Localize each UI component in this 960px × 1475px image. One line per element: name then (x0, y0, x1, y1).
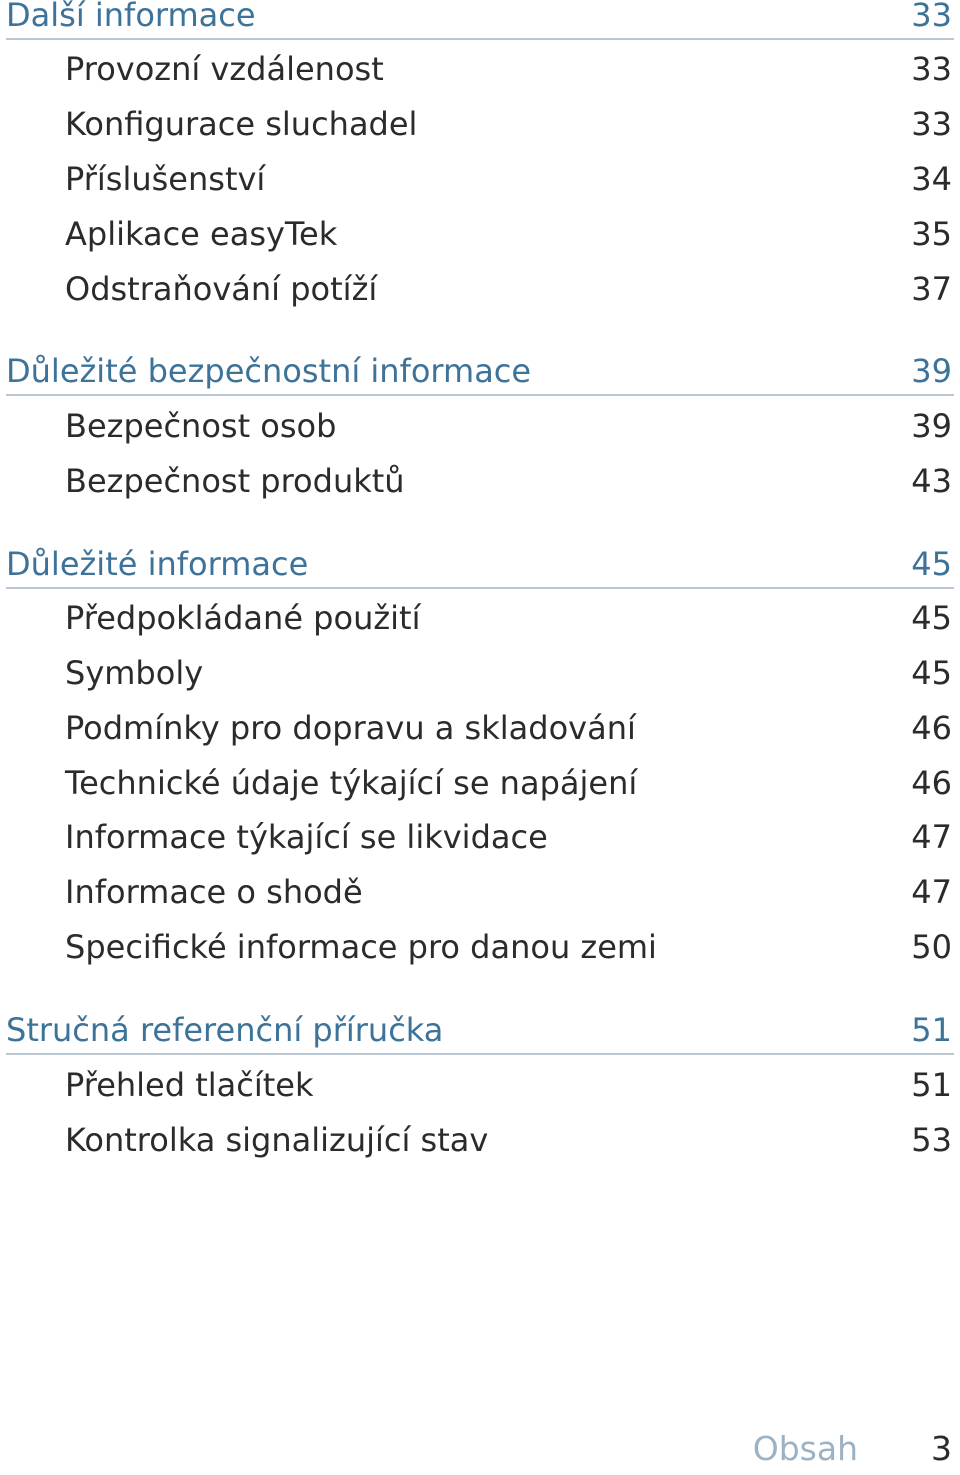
toc-entry-page: 35 (911, 215, 952, 253)
toc-entry[interactable] (65, 711, 954, 751)
toc-entry-title: Aplikace easyTek (65, 215, 338, 253)
toc-entry-page: 39 (911, 407, 952, 445)
toc-entry-page: 34 (911, 160, 952, 198)
toc-heading-page: 51 (911, 1011, 952, 1049)
toc-entry-page: 46 (911, 764, 952, 802)
toc-entry[interactable] (65, 107, 954, 147)
toc-entry[interactable] (65, 601, 954, 641)
footer-page-number: 3 (931, 1429, 952, 1468)
toc-heading-title: Stručná referenční příručka (6, 1011, 444, 1049)
toc-entry-page: 45 (911, 599, 952, 637)
toc-entry[interactable] (65, 1123, 954, 1163)
toc-entry[interactable] (65, 52, 954, 92)
toc-entry-title: Odstraňování potíží (65, 270, 378, 308)
toc-entry[interactable] (65, 820, 954, 860)
toc-heading[interactable] (6, 1013, 954, 1055)
page-footer (0, 1430, 960, 1470)
toc-entry[interactable] (65, 1068, 954, 1108)
toc-entry-title: Příslušenství (65, 160, 266, 198)
toc-entry-page: 47 (911, 818, 952, 856)
toc-entry-title: Provozní vzdálenost (65, 50, 384, 88)
toc-entry[interactable] (65, 162, 954, 202)
toc-entry[interactable] (65, 766, 954, 806)
toc-entry-title: Podmínky pro dopravu a skladování (65, 709, 636, 747)
toc-entry[interactable] (65, 272, 954, 312)
toc-entry[interactable] (65, 464, 954, 504)
toc-entry-title: Informace o shodě (65, 873, 363, 911)
toc-entry-title: Konfigurace sluchadel (65, 105, 418, 143)
toc-entry-page: 47 (911, 873, 952, 911)
toc-entry-page: 46 (911, 709, 952, 747)
toc-entry[interactable] (65, 409, 954, 449)
toc-entry[interactable] (65, 875, 954, 915)
toc-entry-title: Přehled tlačítek (65, 1066, 314, 1104)
toc-heading-title: Důležité informace (6, 545, 309, 583)
toc-heading-page: 39 (911, 352, 952, 390)
toc-entry-title: Specifické informace pro danou zemi (65, 928, 657, 966)
toc-heading-page: 33 (911, 0, 952, 34)
toc-entry-title: Kontrolka signalizující stav (65, 1121, 489, 1159)
footer-section-name: Obsah (752, 1429, 858, 1468)
toc-entry-page: 33 (911, 105, 952, 143)
toc-entry[interactable] (65, 656, 954, 696)
toc-heading-title: Další informace (6, 0, 256, 34)
toc-entry-page: 43 (911, 462, 952, 500)
toc-heading[interactable] (6, 354, 954, 396)
toc-entry-title: Symboly (65, 654, 204, 692)
toc-entry-title: Bezpečnost produktů (65, 462, 405, 500)
toc-entry-title: Informace týkající se likvidace (65, 818, 548, 856)
toc-entry-page: 50 (911, 928, 952, 966)
toc-entry-page: 33 (911, 50, 952, 88)
toc-entry-title: Technické údaje týkající se napájení (65, 764, 638, 802)
toc-entry[interactable] (65, 217, 954, 257)
toc-heading-title: Důležité bezpečnostní informace (6, 352, 532, 390)
toc-entry[interactable] (65, 930, 954, 970)
toc-heading[interactable] (6, 547, 954, 589)
toc-entry-page: 37 (911, 270, 952, 308)
toc-entry-page: 51 (911, 1066, 952, 1104)
toc-entry-page: 45 (911, 654, 952, 692)
toc-entry-page: 53 (911, 1121, 952, 1159)
toc-heading-page: 45 (911, 545, 952, 583)
toc-entry-title: Bezpečnost osob (65, 407, 337, 445)
toc-heading[interactable] (6, 0, 954, 40)
toc-entry-title: Předpokládané použití (65, 599, 421, 637)
